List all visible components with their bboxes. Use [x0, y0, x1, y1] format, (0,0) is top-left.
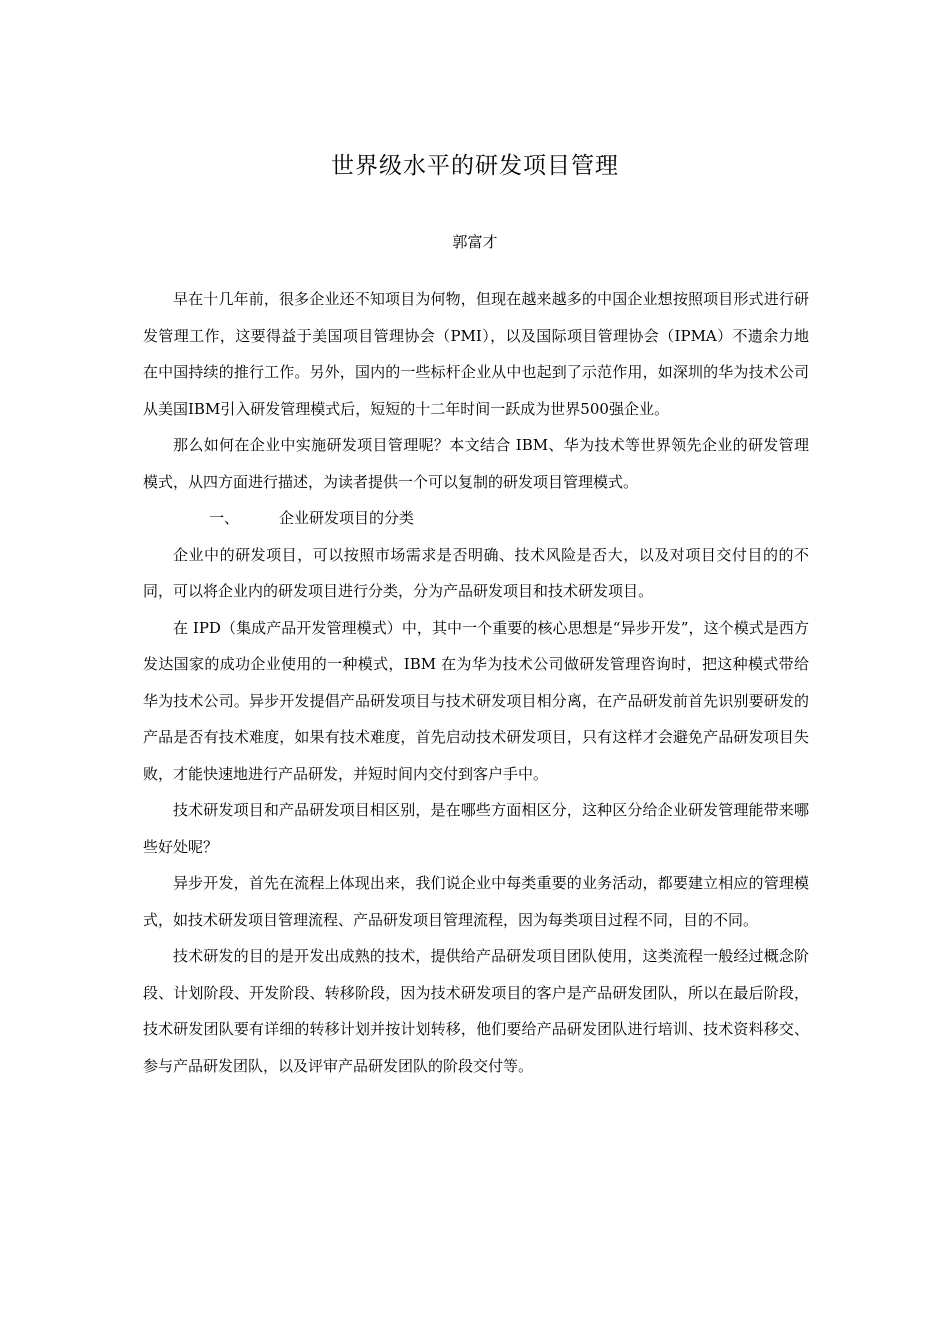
- paragraph-tech-dev: 技术研发的目的是开发出成熟的技术，提供给产品研发项目团队使用，这类流程一般经过概念阶段、计划阶段、开发阶段、转移阶段，因为技术研发项目的客户是产品研发团队，所以在最后阶段，技术研发团队要有详细的转移计划并按计划转移，他们要给产品研发团队进行培训、技术资料移交、参与产品研发团队，以及评审产品研发团队的阶段交付等。: [143, 947, 809, 1075]
- document-author: 郭富才: [452, 233, 498, 251]
- document-title: 世界级水平的研发项目管理: [331, 153, 619, 179]
- section-number: 一、: [209, 509, 240, 527]
- section-title: 企业研发项目的分类: [279, 509, 415, 527]
- paragraph-question: 技术研发项目和产品研发项目相区别，是在哪些方面相区分，这种区分给企业研发管理能带来哪些好处呢？: [143, 801, 809, 856]
- paragraph-overview: 那么如何在企业中实施研发项目管理呢？本文结合 IBM、华为技术等世界领先企业的研发管理模式，从四方面进行描述，为读者提供一个可以复制的研发项目管理模式。: [143, 436, 809, 491]
- section-heading: [143, 500, 809, 537]
- document-body: [143, 281, 809, 1084]
- paragraph-intro: 早在十几年前，很多企业还不知项目为何物，但现在越来越多的中国企业想按照项目形式进行研发管理工作，这要得益于美国项目管理协会（PMI），以及国际项目管理协会（IPMA）不遗余力地在中国持续的推行工作。另外，国内的一些标杆企业从中也起到了示范作用，如深圳的华为技术公司从美国IBM引入研发管理模式后，短短的十二年时间一跃成为世界500强企业。: [143, 290, 809, 418]
- paragraph-async-dev: 异步开发，首先在流程上体现出来，我们说企业中每类重要的业务活动，都要建立相应的管理模式，如技术研发项目管理流程、产品研发项目管理流程，因为每类项目过程不同，目的不同。: [143, 874, 809, 929]
- paragraph-ipd: 在 IPD（集成产品开发管理模式）中，其中一个重要的核心思想是“异步开发”，这个模式是西方发达国家的成功企业使用的一种模式，IBM 在为华为技术公司做研发管理咨询时，把这种模式带给华为技术公司。异步开发提倡产品研发项目与技术研发项目相分离，在产品研发前首先识别要研发的产品是否有技术难度，如果有技术难度，首先启动技术研发项目，只有这样才会避免产品研发项目失败，才能快速地进行产品研发，并短时间内交付到客户手中。: [143, 618, 809, 783]
- paragraph-classification: 企业中的研发项目，可以按照市场需求是否明确、技术风险是否大，以及对项目交付目的的不同，可以将企业内的研发项目进行分类，分为产品研发项目和技术研发项目。: [143, 545, 809, 600]
